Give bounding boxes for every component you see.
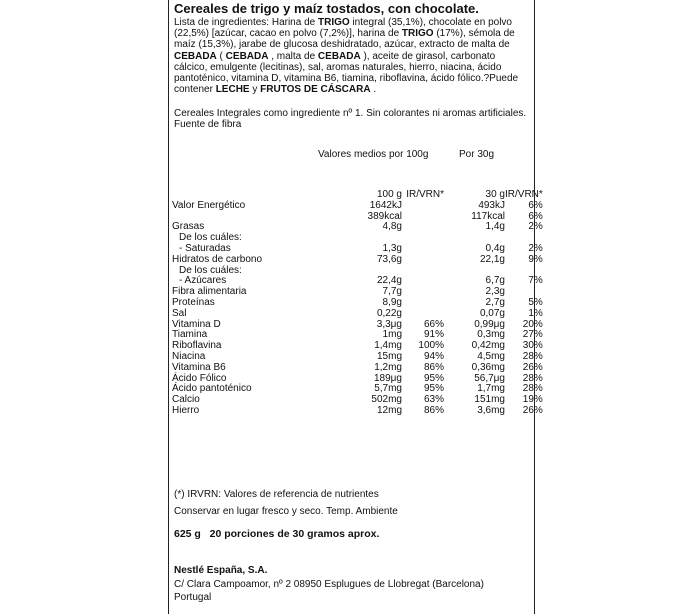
table-cell: Ácido Fólico bbox=[172, 372, 227, 384]
table-cell bbox=[402, 287, 444, 298]
table-cell: 100% bbox=[418, 340, 444, 352]
table-cell: 2% bbox=[528, 242, 543, 254]
ingredient-text: , malta de bbox=[268, 50, 318, 62]
table-cell: 2,3g bbox=[485, 286, 505, 298]
table-cell bbox=[402, 233, 444, 244]
table-cell: 6% bbox=[528, 199, 543, 211]
table-cell: 1,4g bbox=[485, 221, 505, 233]
table-cell: 28% bbox=[522, 383, 543, 395]
table-cell: 2,7g bbox=[485, 296, 505, 308]
table-cell: Calcio bbox=[172, 394, 200, 406]
table-cell: 86% bbox=[423, 404, 444, 416]
allergen-text: CEBADA bbox=[225, 50, 269, 62]
table-cell: 389kcal bbox=[367, 210, 402, 222]
table-cell: 189μg bbox=[373, 372, 402, 384]
table-cell: 9% bbox=[528, 253, 543, 265]
table-cell: Vitamina B6 bbox=[172, 361, 226, 373]
header-per-30g: Por 30g bbox=[459, 149, 495, 160]
table-cell: 66% bbox=[423, 318, 444, 330]
table-cell: 6,7g bbox=[485, 275, 505, 287]
table-cell: 22,1g bbox=[479, 253, 505, 265]
table-cell: 117kcal bbox=[471, 210, 505, 222]
table-cell: Ácido pantoténico bbox=[172, 383, 252, 395]
table-cell: 12mg bbox=[376, 404, 402, 416]
table-cell bbox=[402, 276, 444, 287]
table-cell: 4,8g bbox=[382, 221, 402, 233]
header-per-100g: Valores medios por 100g bbox=[318, 149, 429, 160]
table-cell bbox=[402, 244, 444, 255]
claim-fiber: Fuente de fibra bbox=[174, 119, 242, 131]
table-cell: 63% bbox=[423, 394, 444, 406]
table-cell bbox=[402, 222, 444, 233]
company-name: Nestlé España, S.A. bbox=[174, 565, 268, 576]
table-cell: 151mg bbox=[474, 394, 505, 406]
table-cell: Fibra alimentaria bbox=[172, 286, 247, 298]
table-cell: 0,36mg bbox=[471, 361, 505, 373]
table-cell: 73,6g bbox=[376, 253, 402, 265]
table-cell: Riboflavina bbox=[172, 340, 222, 352]
table-cell: 1,4mg bbox=[374, 340, 402, 352]
table-cell: IR/VRN* bbox=[505, 189, 543, 200]
footnote: (*) IRVRN: Valores de referencia de nutrientes bbox=[174, 489, 379, 500]
table-cell bbox=[402, 309, 444, 320]
table-cell: 95% bbox=[423, 383, 444, 395]
table-cell: 86% bbox=[423, 361, 444, 373]
ingredient-text: ), aceite de girasol, carbonato cálcico, emulgente (lecitinas), sal, aromas naturales, hierro, niacina, ácido pantoténico, vitamina D, vitamina B6, tiamina, riboflavina, ácido fólico.?Puede contener bbox=[174, 50, 519, 96]
company-country: Portugal bbox=[174, 592, 212, 603]
table-cell: 26% bbox=[522, 404, 543, 416]
table-cell: 27% bbox=[522, 329, 543, 341]
claims bbox=[174, 108, 529, 130]
table-cell: Niacina bbox=[172, 350, 206, 362]
table-cell: De los cuáles: bbox=[179, 232, 242, 244]
table-cell: Hierro bbox=[172, 404, 200, 416]
net-weight-line bbox=[174, 528, 379, 540]
ingredient-text: y bbox=[249, 84, 261, 96]
table-row bbox=[172, 406, 543, 417]
table-cell: 493kJ bbox=[478, 199, 505, 211]
table-cell bbox=[402, 298, 444, 309]
ingredient-text: . bbox=[370, 84, 377, 96]
table-cell bbox=[402, 255, 444, 266]
table-cell: 1,7mg bbox=[477, 383, 505, 395]
table-cell: 22,4g bbox=[376, 275, 402, 287]
table-cell: Grasas bbox=[172, 221, 205, 233]
company-address: C/ Clara Campoamor, nº 2 08950 Esplugues de Llobregat (Barcelona) bbox=[174, 579, 484, 590]
table-cell: - Saturadas bbox=[179, 242, 231, 254]
table-row bbox=[172, 201, 543, 212]
ingredient-text: (17%), sémola de maíz (15,3%), jarabe de glucosa deshidratado, azúcar, extracto de malta de bbox=[174, 28, 515, 51]
storage-note: Conservar en lugar fresco y seco. Temp. Ambiente bbox=[174, 506, 398, 517]
table-cell bbox=[402, 266, 444, 277]
table-row bbox=[172, 255, 543, 266]
table-cell: 95% bbox=[423, 372, 444, 384]
allergen-text: TRIGO bbox=[401, 28, 434, 40]
table-cell: 7% bbox=[528, 275, 543, 287]
nutrition-table bbox=[172, 190, 543, 417]
table-cell: 502mg bbox=[371, 394, 402, 406]
table-cell bbox=[402, 212, 444, 223]
allergen-text: TRIGO bbox=[317, 17, 350, 28]
table-cell: Sal bbox=[172, 307, 187, 319]
net-weight: 625 g bbox=[174, 528, 201, 540]
ingredient-text: integral (35,1%), chocolate en polvo (22,5%) [azúcar, cacao en polvo (7,2%)], harina de bbox=[174, 17, 512, 40]
table-cell: 8,9g bbox=[382, 296, 402, 308]
table-cell: 5,7mg bbox=[374, 383, 402, 395]
table-cell: Valor Energético bbox=[172, 199, 246, 211]
claim-wholegrain: Cereales Integrales como ingrediente nº 1. Sin colorantes ni aromas artificiales. bbox=[174, 108, 527, 119]
table-cell: 4,5mg bbox=[477, 350, 505, 362]
table-cell: 6% bbox=[528, 210, 543, 222]
table-cell: 0,99μg bbox=[474, 318, 505, 330]
table-cell: 15mg bbox=[376, 350, 402, 362]
ingredient-text: Lista de ingredientes: Harina de bbox=[174, 17, 318, 28]
table-cell: 0,42mg bbox=[471, 340, 505, 352]
ingredients-list bbox=[174, 17, 529, 95]
table-cell: 3,3μg bbox=[376, 318, 402, 330]
table-cell: 1mg bbox=[382, 329, 402, 341]
table-cell: 3,6mg bbox=[477, 404, 505, 416]
allergen-text: FRUTOS DE CÁSCARA bbox=[260, 84, 371, 96]
table-row bbox=[172, 363, 543, 374]
table-cell: 5% bbox=[528, 296, 543, 308]
table-cell: - Azúcares bbox=[179, 275, 227, 287]
product-title: Cereales de trigo y maíz tostados, con chocolate. bbox=[174, 1, 479, 16]
table-cell: Vitamina D bbox=[172, 318, 221, 330]
table-cell: 30 g bbox=[485, 189, 505, 200]
table-cell: 94% bbox=[423, 350, 444, 362]
allergen-text: CEBADA bbox=[317, 50, 361, 62]
table-cell: 0,3mg bbox=[477, 329, 505, 341]
table-cell: 100 g bbox=[376, 189, 402, 200]
table-cell: 26% bbox=[522, 361, 543, 373]
table-cell: IR/VRN* bbox=[406, 189, 444, 200]
table-row bbox=[172, 309, 543, 320]
table-cell: 2% bbox=[528, 221, 543, 233]
table-cell bbox=[402, 201, 444, 212]
table-cell: 0,22g bbox=[376, 307, 402, 319]
allergen-text: CEBADA bbox=[174, 50, 217, 62]
table-cell: Tiamina bbox=[172, 329, 208, 341]
table-cell: 28% bbox=[522, 372, 543, 384]
table-cell: 28% bbox=[522, 350, 543, 362]
table-cell: Proteínas bbox=[172, 296, 215, 308]
table-cell: Hidratos de carbono bbox=[172, 253, 263, 265]
table-cell: 1,2mg bbox=[374, 361, 402, 373]
table-cell: 0,07g bbox=[479, 307, 505, 319]
portions: 20 porciones de 30 gramos aprox. bbox=[209, 528, 380, 540]
table-cell: 1642kJ bbox=[369, 199, 402, 211]
table-cell: 1% bbox=[528, 307, 543, 319]
table-cell: 91% bbox=[423, 329, 444, 341]
table-cell: 0,4g bbox=[485, 242, 505, 254]
allergen-text: LECHE bbox=[215, 84, 250, 96]
table-cell: 19% bbox=[522, 394, 543, 406]
ingredient-text: ( bbox=[216, 50, 226, 62]
table-cell: 30% bbox=[522, 340, 543, 352]
table-cell: 1,3g bbox=[382, 242, 402, 254]
table-cell: De los cuáles: bbox=[179, 264, 242, 276]
table-cell: 20% bbox=[522, 318, 543, 330]
table-cell: 7,7g bbox=[382, 286, 402, 298]
table-cell: 56,7μg bbox=[474, 372, 505, 384]
